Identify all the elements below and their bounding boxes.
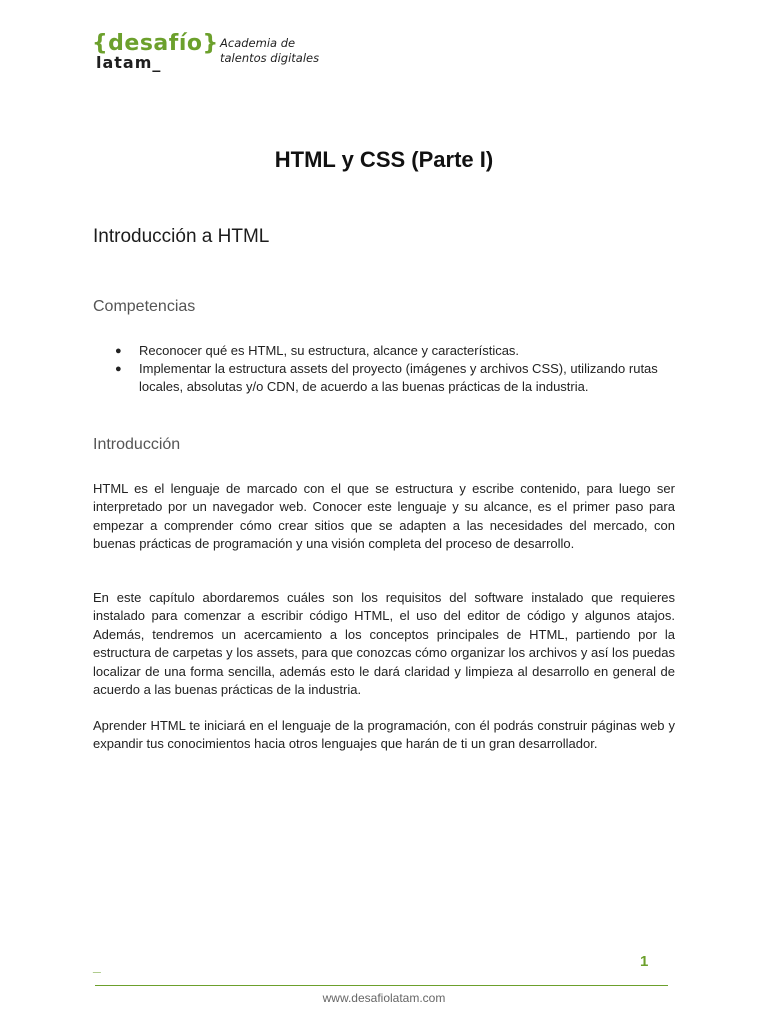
list-item (93, 360, 675, 396)
paragraph: Aprender HTML te iniciará en el lenguaje de la programación, con él podrás construir páginas web y expandir tus conocimientos hacia otros lenguajes que harán de ti un gran desarrollador. (93, 718, 675, 752)
paragraph: En este capítulo abordaremos cuáles son los requisitos del software instalado que requieres instalado para comenzar a escribir código HTML, el uso del editor de código y algunos atajos. Además, tendremos un acercamiento a los conceptos principales de HTML, partiendo por la estructura de carpetas y los assets, para que conozcas cómo organizar los archivos y así los puedas localizar de una forma sencilla, además esto le dará claridad y limpieza al desarrollo en general de acuerdo a las buenas prácticas de la industria. (93, 590, 675, 698)
competencias-heading: Competencias (93, 298, 196, 315)
bullet-icon: ● (115, 363, 122, 375)
logo-tagline-line2: talentos digitales (220, 51, 320, 65)
footer-marker: _ (93, 958, 101, 974)
introduccion-heading: Introducción (93, 436, 181, 453)
paragraph: HTML es el lenguaje de marcado con el que se estructura y escribe contenido, para luego ser interpretado por un navegador web. Conocer este lenguaje y su alcance, es el primer paso para empezar a comprender cómo crear sitios que se adapten a las necesidades del mercado, con buenas prácticas de programación y una visión completa del proceso de desarrollo. (93, 481, 675, 552)
logo-brand-subtext: latam_ (96, 53, 162, 72)
logo-tagline-line1: Academia de (220, 36, 296, 50)
competencias-list (93, 342, 675, 396)
list-item (93, 342, 675, 360)
section-title: Introducción a HTML (93, 226, 270, 247)
logo-brand-text: {desafío} (92, 31, 219, 56)
footer-url: www.desafiolatam.com (322, 991, 446, 1005)
list-item-text: Reconocer qué es HTML, su estructura, alcance y características. (139, 343, 520, 358)
bullet-icon: ● (115, 345, 122, 357)
logo-tagline (220, 36, 319, 66)
page-number: 1 (640, 953, 649, 970)
list-item-text: Implementar la estructura assets del proyecto (imágenes y archivos CSS), utilizando rutas locales, absolutas y/o CDN, de acuerdo a las buenas prácticas de la industria. (139, 361, 658, 394)
brand-logo (92, 30, 332, 76)
footer-divider (95, 985, 668, 986)
document-title: HTML y CSS (Parte I) (274, 147, 494, 172)
